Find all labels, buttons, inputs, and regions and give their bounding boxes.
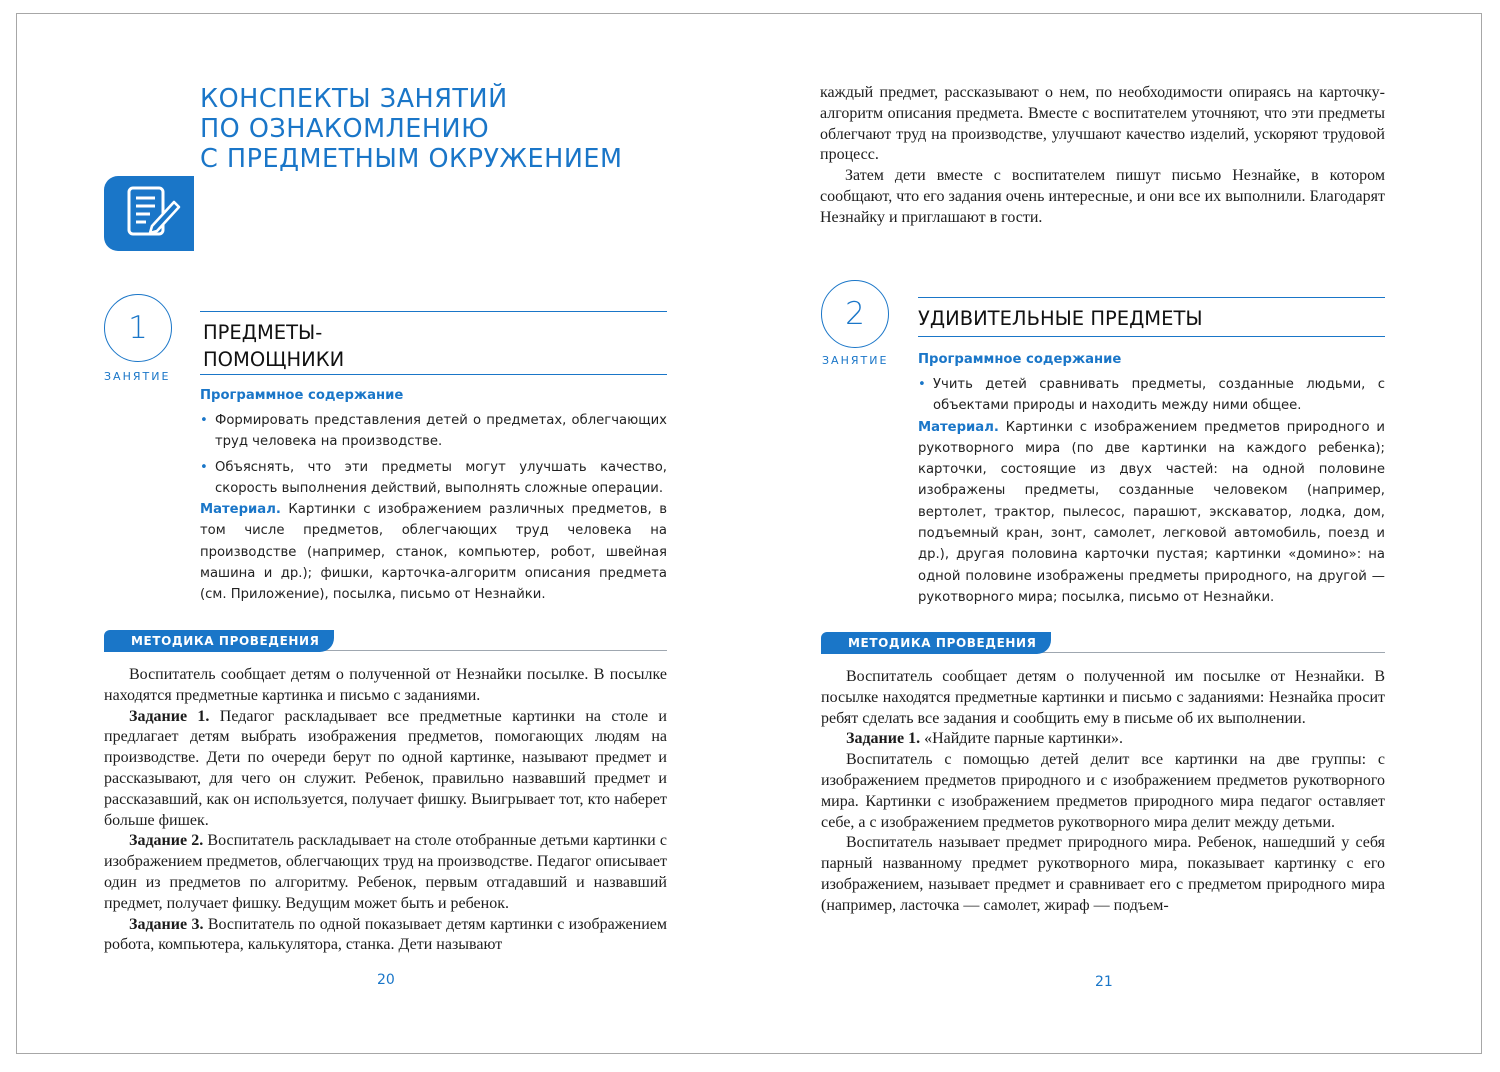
body-paragraph: Затем дети вместе с воспитателем пишут письмо Незнайке, в котором сообщают, что его задания очень интересные, и они все их выполнили. Благодарят Незнайку и приглашают в гости.	[820, 167, 1385, 226]
body-paragraph	[821, 833, 1385, 916]
lesson-title: УДИВИТЕЛЬНЫЕ ПРЕДМЕТЫ	[918, 307, 1203, 330]
body-paragraph	[104, 915, 667, 957]
lesson-title	[203, 319, 344, 373]
page-number: 21	[1095, 974, 1113, 990]
task-label: Задание 1.	[846, 730, 921, 748]
method-label: МЕТОДИКА ПРОВЕДЕНИЯ	[821, 632, 1051, 654]
chapter-heading-line: КОНСПЕКТЫ ЗАНЯТИЙ	[200, 84, 508, 114]
lesson-number-circle: 1	[104, 294, 172, 362]
chapter-heading-line: С ПРЕДМЕТНЫМ ОКРУЖЕНИЕМ	[200, 144, 623, 174]
body-text: Воспитатель с помощью детей делит все картинки на две группы: с изображением предметов природного и с изображением предметов рукотворного мира. Картинки с изображением предметов природного мира педагог оставляет себе, а с изображением предметов рукотворного мира делит между детьми.	[821, 751, 1385, 831]
lesson-label: ЗАНЯТИЕ	[104, 370, 171, 383]
material-paragraph	[200, 499, 667, 605]
program-heading: Программное содержание	[200, 388, 404, 403]
body-paragraph	[104, 665, 667, 707]
chapter-heading-line: ПО ОЗНАКОМЛЕНИЮ	[200, 114, 490, 144]
chapter-badge	[104, 176, 194, 251]
body-paragraph	[821, 729, 1385, 750]
lesson-body	[104, 665, 667, 956]
task-label: Задание 3.	[129, 915, 204, 933]
material-paragraph	[918, 417, 1385, 609]
list-item	[200, 457, 667, 500]
method-label: МЕТОДИКА ПРОВЕДЕНИЯ	[104, 630, 334, 652]
method-section-header	[821, 632, 1385, 654]
body-paragraph: каждый предмет, рассказывают о нем, по необходимости опираясь на карточку-алгоритм описания предмета. Вместе с воспитателем уточняют, что эти предметы облегчают труд на производстве, улучшают качество изделий, ускоряют трудовой процесс.	[820, 84, 1385, 164]
body-text: «Найдите парные картинки».	[920, 730, 1124, 748]
bullet-icon: •	[918, 377, 926, 392]
lesson-title-line: ПРЕДМЕТЫ-	[203, 321, 323, 344]
body-paragraph	[821, 750, 1385, 833]
lesson-label: ЗАНЯТИЕ	[822, 354, 889, 367]
title-rule-bottom	[200, 374, 667, 375]
program-content	[200, 410, 667, 606]
material-label: Материал.	[918, 419, 999, 435]
lesson-number-circle: 2	[821, 280, 889, 348]
continued-text	[820, 83, 1385, 229]
bullet-icon: •	[200, 413, 208, 428]
title-rule-bottom	[918, 336, 1385, 337]
bullet-text: Формировать представления детей о предметах, облегчающих труд человека на производстве.	[215, 413, 667, 450]
lesson-title-line: ПОМОЩНИКИ	[203, 348, 345, 371]
body-text: Воспитатель по одной показывает детям картинки с изображением робота, компьютера, калькулятора, станка. Дети называют	[104, 915, 668, 954]
body-text: Воспитатель сообщает детям о полученной им посылке от Незнайки. В посылке находятся предметные картинки и письмо с заданиями: Незнайка просит ребят сделать все задания и сообщить ему в письме об их выполнении.	[821, 668, 1385, 727]
document-pen-icon	[124, 184, 184, 244]
list-item	[200, 410, 667, 453]
material-text: Картинки с изображением предметов природного и рукотворного мира (по две картинки на каждого ребенка); карточки, состоящие из двух частей: на одной половине изображены предметы, созданные человеком (например, вертолет, трактор, пылесос, парашют, экскаватор, лодка, дом, подъемный кран, зонт, самолет, легковой автомобиль, поезд и др.), другая половина карточки пустая; картинки «домино»: на одной половине изображены предметы природного, на другой — рукотворного мира; посылка, письмо от Незнайки.	[918, 419, 1386, 605]
body-text: Воспитатель сообщает детям о полученной от Незнайки посылке. В посылке находятся предметные картинка и письмо с заданиями.	[104, 666, 667, 704]
lesson-body	[821, 667, 1385, 917]
body-paragraph	[104, 831, 667, 914]
bullet-icon: •	[200, 459, 208, 475]
body-text: Педагог раскладывает все предметные картинки на столе и предлагает детям выбрать изображения предметов, помогающих людям на производстве. Дети по очереди берут по одной картинке, называют предмет и рассказывают, для чего он служит. Ребенок, правильно назвавший предмет и рассказавший, как он используется, получает фишку. Выигрывает тот, кто наберет больше фишек.	[104, 707, 667, 829]
program-heading: Программное содержание	[918, 352, 1122, 367]
task-label: Задание 1.	[129, 707, 210, 725]
method-section-header	[104, 630, 667, 652]
body-text: Воспитатель раскладывает на столе отобранные детьми картинки с изображением предметов, облегчающих труд на производстве. Педагог описывает один из предметов по алгоритму. Ребенок, первым отгадавший и назвавший предмет, получает фишку. Ведущим может быть и ребенок.	[104, 832, 668, 912]
page-number: 20	[377, 972, 395, 988]
task-label: Задание 2.	[129, 832, 204, 850]
material-label: Материал.	[200, 502, 281, 518]
chapter-heading	[200, 84, 623, 174]
bullet-text: Объяснять, что эти предметы могут улучшать качество, скорость выполнения действий, выполнять сложные операции.	[215, 459, 667, 496]
body-paragraph	[104, 707, 667, 832]
body-paragraph	[821, 667, 1385, 729]
title-rule-top	[200, 311, 667, 312]
body-text: Воспитатель называет предмет природного мира. Ребенок, нашедший у себя парный названному предмет рукотворного мира, показывает картинку с его изображением, называет предмет и сравнивает его с предметом природного мира (например, ласточка — самолет, жираф — подъем-	[821, 834, 1385, 914]
bullet-text: Учить детей сравнивать предметы, созданные людьми, с объектами природы и находить между ними общее.	[933, 377, 1385, 414]
list-item	[918, 374, 1385, 417]
program-content	[918, 374, 1385, 608]
title-rule-top	[918, 297, 1385, 298]
material-text: Картинки с изображением различных предметов, в том числе предметов, облегчающих труд человека на производстве (например, станок, компьютер, робот, швейная машина и др.); фишки, карточка-алгоритм описания предмета (см. Приложение), посылка, письмо от Незнайки.	[200, 502, 667, 603]
